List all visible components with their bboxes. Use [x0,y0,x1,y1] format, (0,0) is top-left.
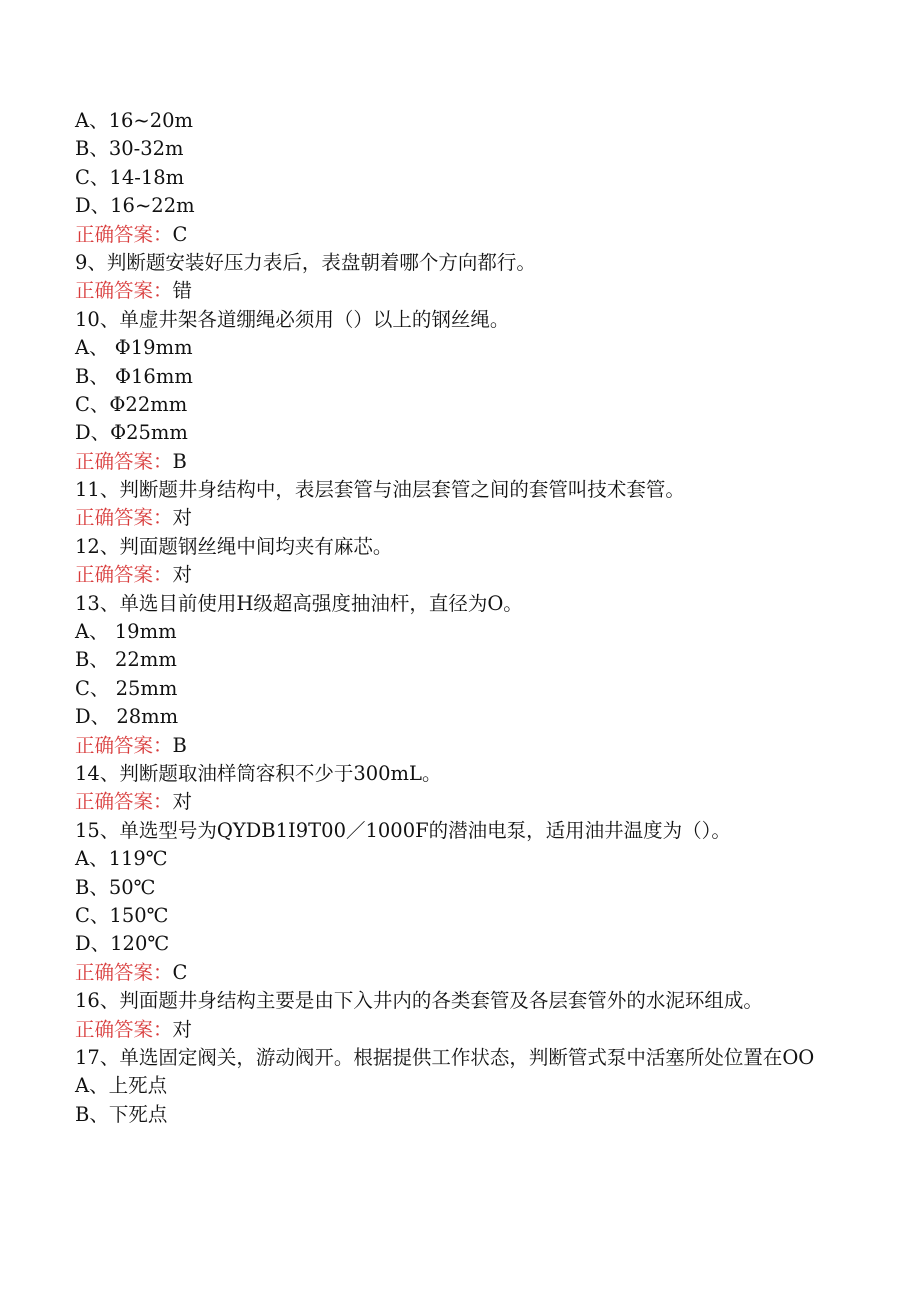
answer-value: 对 [172,563,193,587]
answer-label: 正确答案： [75,506,173,530]
q15-option-b: B、50℃ [75,875,156,899]
q17-option-b: B、下死点 [75,1102,168,1126]
q17-option-a: A、上死点 [75,1074,168,1098]
q13-option-d: D、 28mm [75,705,179,729]
answer-value: B [172,733,187,757]
q15-answer [75,959,835,987]
q10-option-d: D、Φ25mm [75,421,188,445]
answer-label: 正确答案： [75,222,173,246]
q16-question: 16、判面题井身结构主要是由下入井内的各类套管及各层套管外的水泥环组成。 [75,989,763,1013]
answer-label: 正确答案： [75,733,173,757]
answer-label: 正确答案： [75,563,173,587]
answer-label: 正确答案： [75,279,173,303]
answer-value: 对 [172,506,193,530]
q8-answer [75,221,835,249]
answer-label: 正确答案： [75,1017,173,1041]
q8-option-c: C、14-18m [75,165,185,189]
q10-option-c: C、Φ22mm [75,392,188,416]
answer-label: 正确答案： [75,790,173,814]
q13-option-b: B、 22mm [75,648,177,672]
answer-value: C [172,960,188,984]
q14-question: 14、判断题取油样筒容积不少于300mL。 [75,761,442,785]
q8-option-b: B、30-32m [75,137,184,161]
q9-answer [75,277,835,305]
answer-value: C [172,222,188,246]
answer-value: 错 [172,279,193,303]
q13-option-a: A、 19mm [75,620,177,644]
q13-answer [75,732,835,760]
q10-option-a: A、 Φ19mm [75,336,193,360]
q12-question: 12、判面题钢丝绳中间均夹有麻芯。 [75,534,393,558]
answer-value: 对 [172,790,193,814]
q10-answer [75,448,835,476]
q8-option-a: A、16~20m [75,109,194,132]
q15-option-a: A、119℃ [75,847,168,871]
q13-option-c: C、 25mm [75,676,178,700]
q11-answer [75,504,835,532]
q17-question: 17、单选固定阀关，游动阀开。根据提供工作状态，判断管式泵中活塞所处位置在OO [75,1045,815,1069]
answer-label: 正确答案： [75,449,173,473]
q8-option-d: D、16~22m [75,194,195,218]
q10-question: 10、单虚井架各道绷绳必须用（）以上的钢丝绳。 [75,307,510,331]
q15-option-d: D、120℃ [75,932,170,956]
q14-answer [75,788,835,816]
answer-value: B [172,449,187,473]
q13-question: 13、单选目前使用H级超高强度抽油杆，直径为O。 [75,591,523,615]
q16-answer [75,1016,835,1044]
answer-label: 正确答案： [75,960,173,984]
q15-question: 15、单选型号为QYDB1I9T00／1000F的潜油电泵，适用油井温度为（）。 [75,818,731,842]
q10-option-b: B、 Φ16mm [75,364,193,388]
q15-option-c: C、150℃ [75,903,169,927]
q9-question: 9、判断题安装好压力表后，表盘朝着哪个方向都行。 [75,250,536,274]
q12-answer [75,561,835,589]
q11-question: 11、判断题井身结构中，表层套管与油层套管之间的套管叫技术套管。 [75,478,685,502]
answer-value: 对 [172,1017,193,1041]
question-list [75,107,835,1129]
